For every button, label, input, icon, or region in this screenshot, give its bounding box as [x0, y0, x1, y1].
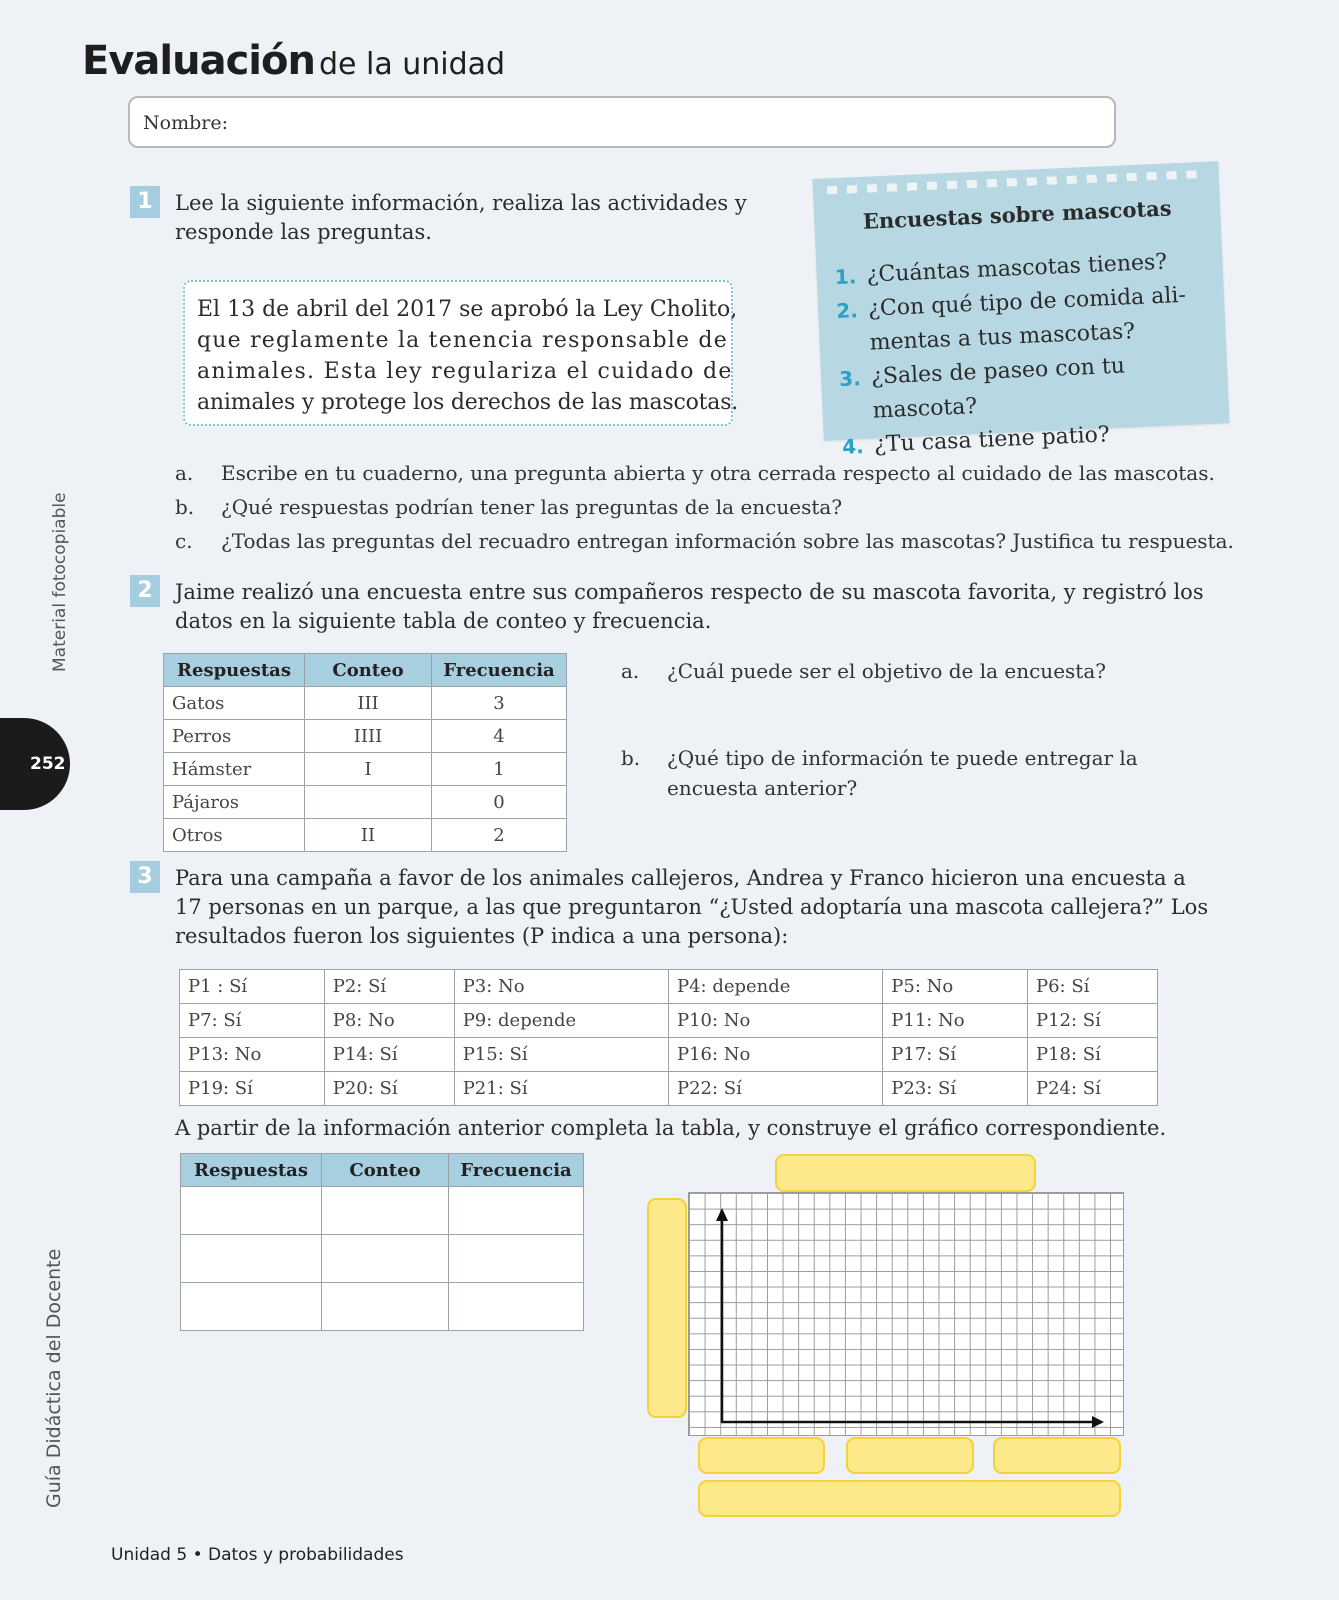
- perforation-edge: [827, 170, 1205, 194]
- table-row: [180, 1038, 1158, 1072]
- question-letter: a.: [175, 461, 194, 485]
- question-text: encuesta anterior?: [667, 776, 858, 800]
- table-cell: P1 : Sí: [180, 970, 325, 1004]
- question-item: [175, 490, 1234, 524]
- table-cell: Otros: [164, 819, 305, 852]
- info-box: [183, 280, 739, 426]
- table-cell: IIII: [305, 720, 432, 753]
- table-cell: P9: depende: [454, 1004, 668, 1038]
- question-number: 2.: [835, 298, 859, 324]
- table-cell: Gatos: [164, 687, 305, 720]
- page-title: [82, 38, 505, 84]
- table-header-row: [181, 1154, 584, 1187]
- question-text: ¿Cuántas mascotas tienes?: [866, 249, 1168, 288]
- table-cell: P15: Sí: [454, 1038, 668, 1072]
- table-cell: 2: [432, 819, 567, 852]
- table-row: [164, 819, 567, 852]
- section-2-question-a: [621, 656, 1106, 686]
- title-bold: Evaluación: [82, 38, 315, 84]
- table-cell: P10: No: [668, 1004, 882, 1038]
- section-2-question-b: [621, 743, 1138, 803]
- empty-cell[interactable]: [322, 1187, 449, 1235]
- instruction-line: resultados fueron los siguientes (P indica a una persona):: [175, 924, 789, 948]
- title-rest: de la unidad: [318, 47, 506, 82]
- instruction-line: responde las preguntas.: [175, 220, 432, 244]
- question-text: ¿Qué respuestas podrían tener las preguntas de la encuesta?: [221, 495, 843, 519]
- question-item: [175, 524, 1234, 558]
- section-1-questions: [175, 456, 1234, 558]
- table-row: [181, 1187, 584, 1235]
- survey-questions: [834, 244, 1221, 464]
- table-row: [180, 1072, 1158, 1106]
- section-2-instruction: [175, 578, 1204, 636]
- table-cell: P20: Sí: [324, 1072, 454, 1106]
- column-header: Frecuencia: [449, 1154, 584, 1187]
- x-axis-label-box[interactable]: [698, 1480, 1121, 1517]
- question-text: mentas a tus mascotas?: [869, 319, 1136, 356]
- table-row: [180, 1004, 1158, 1038]
- question-text: ¿Todas las preguntas del recuadro entregan información sobre las mascotas? Justifica tu respuesta.: [221, 529, 1234, 553]
- side-label-guide: Guía Didáctica del Docente: [43, 1248, 65, 1508]
- empty-cell[interactable]: [449, 1283, 584, 1331]
- empty-cell[interactable]: [181, 1187, 322, 1235]
- table-cell: P13: No: [180, 1038, 325, 1072]
- survey-title: Encuestas sobre mascotas: [862, 195, 1173, 234]
- section-1-badge: 1: [130, 186, 160, 218]
- question-number: 4.: [841, 434, 865, 459]
- empty-cell[interactable]: [181, 1235, 322, 1283]
- graph-axes: [688, 1192, 1124, 1436]
- section-3-instruction: [175, 864, 1208, 951]
- table-cell: 4: [432, 720, 567, 753]
- table-cell: P17: Sí: [883, 1038, 1028, 1072]
- table-cell: P6: Sí: [1027, 970, 1157, 1004]
- table-cell: P3: No: [454, 970, 668, 1004]
- section-3-task: A partir de la información anterior completa la tabla, y construye el gráfico correspondiente.: [175, 1116, 1167, 1140]
- empty-frequency-table: [180, 1153, 584, 1331]
- table-cell: I: [305, 753, 432, 786]
- info-line: El 13 de abril del 2017 se aprobó la Ley Cholito,: [197, 297, 738, 322]
- table-cell: P4: depende: [668, 970, 882, 1004]
- table-cell: 3: [432, 687, 567, 720]
- table-row: [181, 1235, 584, 1283]
- table-cell: II: [305, 819, 432, 852]
- page-number: 252: [30, 754, 66, 774]
- instruction-line: Jaime realizó una encuesta entre sus compañeros respecto de su mascota favorita, y registró los: [175, 580, 1204, 604]
- table-cell: P22: Sí: [668, 1072, 882, 1106]
- table-cell: III: [305, 687, 432, 720]
- table-cell: P12: Sí: [1027, 1004, 1157, 1038]
- tally-table: [163, 653, 567, 852]
- table-cell: P21: Sí: [454, 1072, 668, 1106]
- name-field[interactable]: [128, 96, 1116, 148]
- survey-results-table: [179, 969, 1158, 1106]
- question-number: 1.: [834, 264, 857, 290]
- instruction-line: Para una campaña a favor de los animales callejeros, Andrea y Franco hicieron una encuesta a: [175, 866, 1186, 890]
- empty-cell[interactable]: [449, 1235, 584, 1283]
- section-1-instruction: [175, 189, 747, 247]
- question-text: ¿Tu casa tiene patio?: [873, 422, 1111, 458]
- empty-cell[interactable]: [322, 1283, 449, 1331]
- empty-cell[interactable]: [322, 1235, 449, 1283]
- table-cell: Pájaros: [164, 786, 305, 819]
- column-header: Conteo: [322, 1154, 449, 1187]
- category-label-box[interactable]: [993, 1437, 1121, 1474]
- table-cell: P8: No: [324, 1004, 454, 1038]
- info-line: animales. Esta ley regulariza el cuidado de: [197, 359, 733, 384]
- table-row: [164, 687, 567, 720]
- table-row: [181, 1283, 584, 1331]
- section-3-badge: 3: [130, 861, 160, 893]
- x-axis-arrow: [1092, 1416, 1104, 1428]
- table-cell: P24: Sí: [1027, 1072, 1157, 1106]
- table-cell: [305, 786, 432, 819]
- section-2-badge: 2: [130, 575, 160, 607]
- table-row: [164, 753, 567, 786]
- table-cell: P7: Sí: [180, 1004, 325, 1038]
- table-cell: P19: Sí: [180, 1072, 325, 1106]
- info-line: que reglamente la tenencia responsable de: [197, 328, 728, 353]
- side-label-photocopiable: Material fotocopiable: [50, 492, 70, 672]
- category-label-box[interactable]: [698, 1437, 825, 1474]
- column-header: Conteo: [305, 654, 432, 687]
- column-header: Respuestas: [164, 654, 305, 687]
- table-cell: P2: Sí: [324, 970, 454, 1004]
- question-number: 3.: [838, 366, 862, 391]
- instruction-line: datos en la siguiente tabla de conteo y frecuencia.: [175, 609, 712, 633]
- table-cell: 0: [432, 786, 567, 819]
- column-header: Respuestas: [181, 1154, 322, 1187]
- table-row: [180, 970, 1158, 1004]
- question-letter: b.: [621, 746, 641, 770]
- table-cell: P14: Sí: [324, 1038, 454, 1072]
- table-cell: P11: No: [883, 1004, 1028, 1038]
- table-cell: 1: [432, 753, 567, 786]
- category-label-box[interactable]: [846, 1437, 974, 1474]
- table-cell: Hámster: [164, 753, 305, 786]
- question-text: Escribe en tu cuaderno, una pregunta abierta y otra cerrada respecto al cuidado de las mascotas.: [221, 461, 1215, 485]
- name-label: Nombre:: [143, 112, 228, 134]
- instruction-line: Lee la siguiente información, realiza las actividades y: [175, 191, 747, 215]
- question-letter: b.: [175, 495, 195, 519]
- survey-card: [812, 161, 1229, 459]
- question-text: ¿Sales de paseo con tu mascota?: [870, 353, 1126, 424]
- table-cell: P16: No: [668, 1038, 882, 1072]
- question-item: [175, 456, 1234, 490]
- graph-title-box[interactable]: [775, 1154, 1036, 1192]
- y-axis-label-box[interactable]: [647, 1198, 687, 1418]
- question-letter: a.: [621, 659, 640, 683]
- question-text: ¿Cuál puede ser el objetivo de la encuesta?: [667, 659, 1106, 683]
- table-cell: Perros: [164, 720, 305, 753]
- table-cell: P5: No: [883, 970, 1028, 1004]
- question-text: ¿Qué tipo de información te puede entregar la: [667, 746, 1138, 770]
- empty-cell[interactable]: [181, 1283, 322, 1331]
- table-header-row: [164, 654, 567, 687]
- y-axis-arrow: [716, 1208, 728, 1221]
- column-header: Frecuencia: [432, 654, 567, 687]
- table-cell: P23: Sí: [883, 1072, 1028, 1106]
- question-letter: c.: [175, 529, 193, 553]
- empty-cell[interactable]: [449, 1187, 584, 1235]
- footer: Unidad 5 • Datos y probabilidades: [111, 1545, 404, 1565]
- table-cell: P18: Sí: [1027, 1038, 1157, 1072]
- table-row: [164, 720, 567, 753]
- instruction-line: 17 personas en un parque, a las que preguntaron “¿Usted adoptaría una mascota callejera?” Los: [175, 895, 1209, 919]
- question-text: ¿Con qué tipo de comida ali-: [867, 282, 1187, 322]
- info-line: animales y protege los derechos de las mascotas.: [197, 390, 739, 415]
- table-row: [164, 786, 567, 819]
